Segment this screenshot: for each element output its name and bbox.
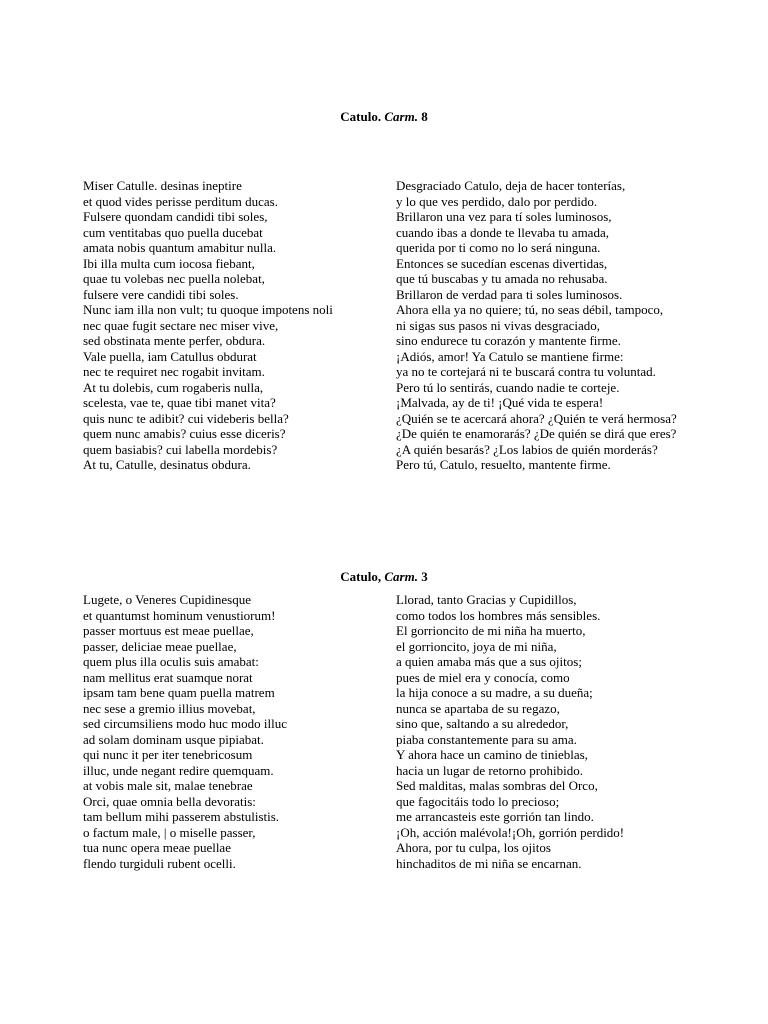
poem-1-number: 8 [421,109,428,124]
verse-line: sed circumsiliens modo huc modo illuc [83,716,287,731]
verse-line: como todos los hombres más sensibles. [396,607,601,623]
verse-line: Pero tú lo sentirás, cuando nadie te corteje. [396,379,620,395]
verse-line: nec te requiret nec rogabit invitam. [83,364,265,379]
verse-line: Nunc iam illa non vult; tu quoque impotens noli [83,302,333,317]
verse-line: At tu, Catulle, desinatus obdura. [83,457,251,472]
verse-line: Y ahora hace un camino de tinieblas, [396,747,588,762]
verse-line: flendo turgiduli rubent ocelli. [83,855,236,871]
verse-line: Ahora ella ya no quiere; tú, no seas débil, tampoco, [396,302,664,317]
poem-1-work: Carm. [384,109,418,124]
verse-line: nec sese a gremio illius movebat, [83,700,256,716]
poem-2-title [0,569,768,585]
poem-2-number: 3 [421,569,428,584]
poem-2-work: Carm. [384,569,418,584]
verse-line: Vale puella, iam Catullus obdurat [83,348,257,364]
verse-line: et quod vides perisse perditum ducas. [83,193,278,209]
verse-line: hinchaditos de mi niña se encarnan. [396,855,582,871]
verse-line: cuando ibas a donde te llevaba tu amada, [396,224,609,240]
poem-1-title [0,109,768,125]
verse-line: ¿De quién te enamorarás? ¿De quién se dirá que eres? [396,426,677,441]
verse-line: nam mellitus erat suamque norat [83,669,253,685]
verse-line: el gorrioncito, joya de mi niña, [396,638,557,654]
verse-line: fulsere vere candidi tibi soles. [83,286,239,302]
verse-line: sino que, saltando a su alrededor, [396,716,569,731]
verse-line: quem basiabis? cui labella mordebis? [83,441,278,457]
poem-2-latin-column [83,592,287,871]
poem-2-author: Catulo, [340,569,382,584]
verse-line: sino endurece tu corazón y mantente firme. [396,333,621,348]
verse-line: quem plus illa oculis suis amabat: [83,654,259,669]
verse-line: quem nunc amabis? cuius esse diceris? [83,426,286,441]
verse-line: que fagocitáis todo lo precioso; [396,793,560,809]
verse-line: me arrancasteis este gorrión tan lindo. [396,809,594,824]
verse-line: ¡Oh, acción malévola!¡Oh, gorrión perdido! [396,824,625,840]
verse-line: Orci, quae omnia bella devoratis: [83,793,256,809]
verse-line: illuc, unde negant redire quemquam. [83,762,274,778]
verse-line: la hija conoce a su madre, a su dueña; [396,685,593,700]
verse-line: ipsam tam bene quam puella matrem [83,685,275,700]
verse-line: o factum male, | o miselle passer, [83,824,256,840]
verse-line: nunca se apartaba de su regazo, [396,700,560,716]
verse-line: ¿Quién se te acercará ahora? ¿Quién te verá hermosa? [396,410,677,426]
verse-line: Entonces se sucedían escenas divertidas, [396,255,608,271]
verse-line: Brillaron una vez para tí soles luminosos, [396,209,612,224]
verse-line: quae tu volebas nec puella nolebat, [83,271,265,286]
verse-line: pues de miel era y conocía, como [396,669,570,685]
verse-line: El gorrioncito de mi niña ha muerto, [396,623,586,638]
verse-line: ya no te cortejará ni te buscará contra tu voluntad. [396,364,656,379]
verse-line: piaba constantemente para su ama. [396,731,577,747]
verse-line: ¿A quién besarás? ¿Los labios de quién morderás? [396,441,658,457]
verse-line: nec quae fugit sectare nec miser vive, [83,317,279,333]
verse-line: Desgraciado Catulo, deja de hacer tonterías, [396,178,626,193]
verse-line: a quien amaba más que a sus ojitos; [396,654,582,669]
verse-line: amata nobis quantum amabitur nulla. [83,240,277,255]
verse-line: Pero tú, Catulo, resuelto, mantente firme. [396,457,611,472]
verse-line: ad solam dominam usque pipiabat. [83,731,264,747]
poem-1-author: Catulo. [340,109,382,124]
verse-line: Fulsere quondam candidi tibi soles, [83,209,268,224]
poem-2-spanish-column [396,592,624,871]
poem-1-spanish-column [396,178,677,473]
verse-line: passer mortuus est meae puellae, [83,623,254,638]
verse-line: et quantumst hominum venustiorum! [83,607,276,623]
poem-1-latin-column [83,178,333,473]
verse-line: tua nunc opera meae puellae [83,840,231,855]
verse-line: Miser Catulle. desinas ineptire [83,178,242,193]
verse-line: que tú buscabas y tu amada no rehusaba. [396,271,608,286]
verse-line: hacia un lugar de retorno prohibido. [396,762,583,778]
verse-line: scelesta, vae te, quae tibi manet vita? [83,395,276,410]
verse-line: querida por ti como no lo será ninguna. [396,240,601,255]
verse-line: At tu dolebis, cum rogaberis nulla, [83,379,264,395]
verse-line: quis nunc te adibit? cui videberis bella? [83,410,289,426]
verse-line: passer, deliciae meae puellae, [83,638,237,654]
verse-line: Llorad, tanto Gracias y Cupidillos, [396,592,577,607]
verse-line: ¡Adiós, amor! Ya Catulo se mantiene firme: [396,348,624,364]
verse-line: sed obstinata mente perfer, obdura. [83,333,266,348]
verse-line: Ahora, por tu culpa, los ojitos [396,840,551,855]
verse-line: ¡Malvada, ay de ti! ¡Qué vida te espera! [396,395,604,410]
verse-line: Sed malditas, malas sombras del Orco, [396,778,598,793]
verse-line: tam bellum mihi passerem abstulistis. [83,809,280,824]
verse-line: ni sigas sus pasos ni vivas desgraciado, [396,317,601,333]
verse-line: y lo que ves perdido, dalo por perdido. [396,193,598,209]
verse-line: Ibi illa multa cum iocosa fiebant, [83,255,255,271]
verse-line: Lugete, o Veneres Cupidinesque [83,592,251,607]
verse-line: Brillaron de verdad para ti soles luminosos. [396,286,623,302]
verse-line: cum ventitabas quo puella ducebat [83,224,263,240]
verse-line: qui nunc it per iter tenebricosum [83,747,253,762]
verse-line: at vobis male sit, malae tenebrae [83,778,253,793]
